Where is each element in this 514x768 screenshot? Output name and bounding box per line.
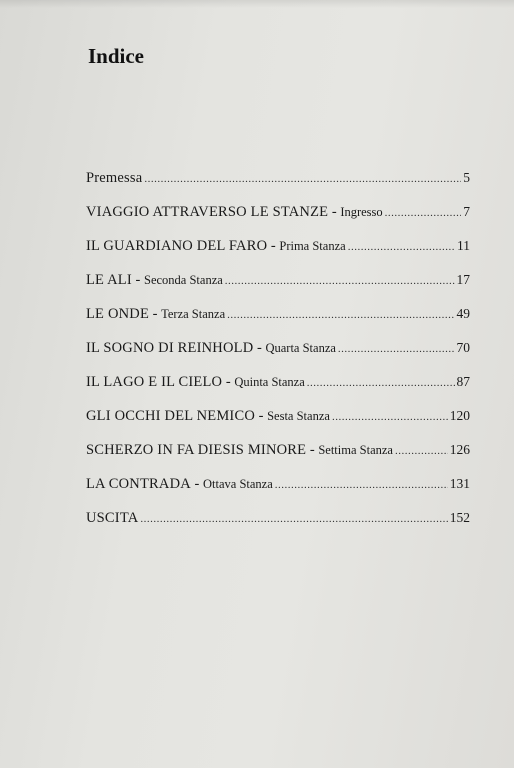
toc-leader-dots [395,445,448,457]
toc-page-number: 70 [456,340,470,355]
page-title: Indice [88,44,145,68]
toc-entry-lago [86,374,470,408]
toc-page-number: 131 [449,476,470,491]
toc-entry-subtitle: Ingresso [340,205,383,219]
toc-leader-dots [385,207,462,219]
toc-entry-occhi [86,408,470,442]
toc-separator: - [190,476,204,492]
toc-page-number: 17 [456,272,470,287]
toc-entry-subtitle: Settima Stanza [318,443,393,457]
toc-leader-dots [227,309,454,321]
toc-entry-subtitle: Terza Stanza [161,307,226,321]
table-of-contents [86,170,470,544]
toc-entry-title: IL LAGO E IL CIELO [86,374,223,390]
toc-entry-title: SCHERZO IN FA DIESIS MINORE [86,442,307,458]
toc-leader-dots [348,241,455,253]
toc-separator: - [222,374,235,390]
toc-leader-dots [144,173,461,185]
toc-entry-premessa [86,170,470,204]
toc-entry-ali [86,272,470,306]
toc-separator: - [267,238,280,254]
toc-entry-scherzo [86,442,470,476]
toc-entry-sogno [86,340,470,374]
toc-page-number: 152 [449,510,470,525]
toc-entry-subtitle: Quarta Stanza [265,341,336,355]
toc-page-number: 126 [449,442,470,457]
toc-entry-uscita [86,510,470,544]
toc-entry-title: IL SOGNO DI REINHOLD [86,340,254,356]
toc-entry-guardiano [86,238,470,272]
toc-entry-subtitle: Sesta Stanza [267,409,330,423]
toc-separator: - [149,306,162,322]
toc-entry-subtitle: Prima Stanza [279,239,346,253]
toc-entry-contrada [86,476,470,510]
toc-separator: - [255,408,268,424]
toc-page-number: 120 [449,408,470,423]
toc-entry-subtitle: Quinta Stanza [234,375,305,389]
toc-entry-title: Premessa [86,170,143,186]
toc-leader-dots [332,411,448,423]
toc-entry-title: VIAGGIO ATTRAVERSO LE STANZE [86,204,329,220]
toc-entry-onde [86,306,470,340]
toc-separator: - [306,442,319,458]
toc-separator: - [328,204,341,220]
toc-leader-dots [307,377,455,389]
toc-leader-dots [225,275,455,287]
toc-entry-title: LE ONDE [86,306,150,322]
toc-entry-viaggio [86,204,470,238]
toc-separator: - [253,340,266,356]
toc-leader-dots [275,479,448,491]
toc-entry-title: LE ALI [86,272,132,288]
toc-entry-title: LA CONTRADA [86,476,191,492]
toc-page-number: 7 [463,204,470,219]
toc-page-number: 11 [457,238,470,253]
toc-page-number: 87 [456,374,470,389]
toc-page-number: 5 [463,170,470,185]
toc-page-number: 49 [456,306,470,321]
toc-leader-dots [338,343,455,355]
toc-entry-title: IL GUARDIANO DEL FARO [86,238,268,254]
toc-entry-subtitle: Seconda Stanza [144,273,223,287]
toc-leader-dots [140,513,447,525]
toc-entry-title: USCITA [86,510,139,526]
toc-entry-title: GLI OCCHI DEL NEMICO [86,408,255,424]
toc-entry-subtitle: Ottava Stanza [203,477,273,491]
toc-separator: - [131,272,144,288]
